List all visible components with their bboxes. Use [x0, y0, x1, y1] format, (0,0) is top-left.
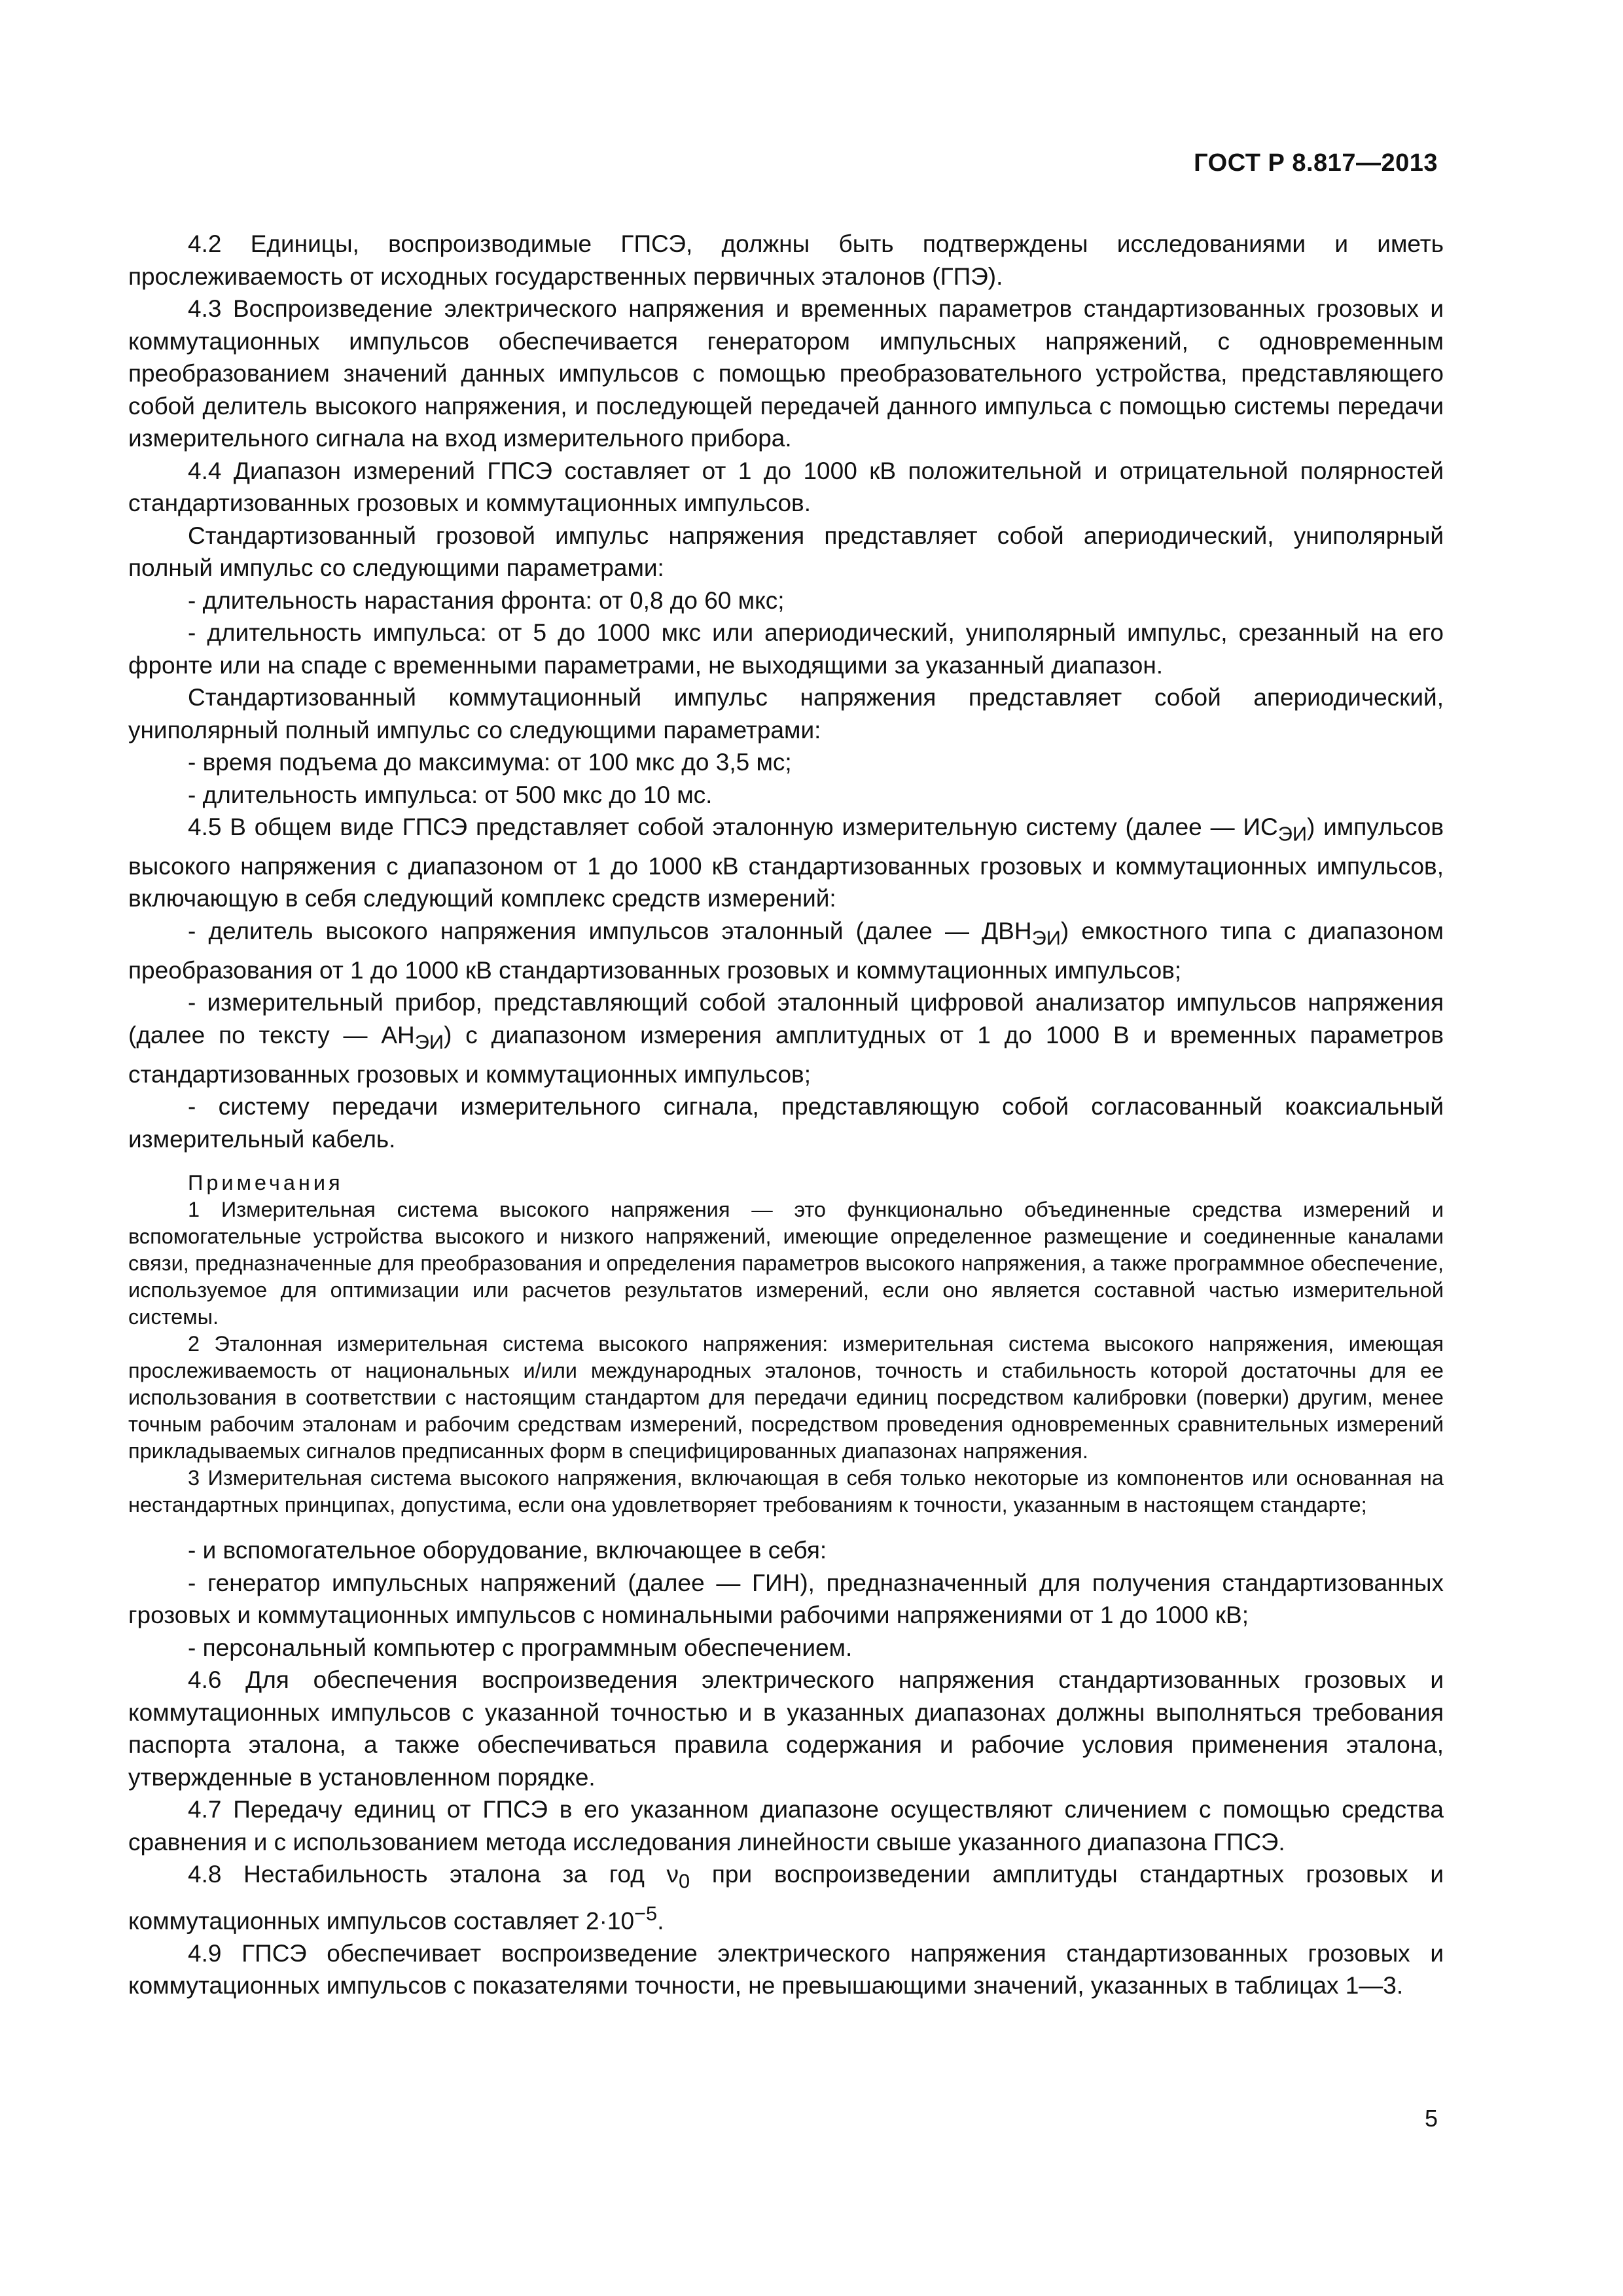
bullet-pulse-duration: - длительность импульса: от 500 мкс до 10 мс.: [188, 781, 713, 808]
bullet-rise-time: - время подъема до максимума: от 100 мкс до 3,5 мс;: [188, 749, 792, 776]
note-3: 3 Измерительная система высокого напряжения, включающая в себя только некоторые из компонентов или основанная на нестандартных принципах, допустима, если она удовлетворяет требованиям к точности, указанным в настоящем стандарте;: [128, 1466, 1444, 1517]
document-body: [128, 228, 1444, 2002]
bullet-divider-text-a: - делитель высокого напряжения импульсов эталонный (далее — ДВН: [188, 917, 1032, 944]
subscript-zero: 0: [679, 1869, 690, 1893]
note-1: 1 Измерительная система высокого напряжения — это функционально объединенные средства измерений и вспомогательные устройства высокого и низкого напряжений, имеющие определенное размещение и соединенные каналами связи, предназначенные для преобразования и определения параметров высокого напряжения, а также программное обеспечение, используемое для оптимизации или расчетов результатов измерений, если оно является составной частью измерительной системы.: [128, 1198, 1444, 1329]
bullet-analyzer: [128, 986, 1444, 1090]
notes-title: Примечания: [188, 1171, 344, 1195]
paragraph-4-8-text-a: 4.8 Нестабильность эталона за год: [188, 1861, 667, 1888]
bullet-generator: - генератор импульсных напряжений (далее — ГИН), предназначенный для получения стандартизованных грозовых и коммутационных импульсов с номинальными рабочими напряжениями от 1 до 1000 кВ;: [128, 1569, 1444, 1629]
bullet-analyzer-text-a: - измерительный прибор, представляющий собой эталонный цифровой анализатор импульсов напряжения (далее по тексту — АН: [128, 989, 1444, 1049]
instability-symbol: [666, 1861, 690, 1893]
paragraph-4-5-text-a: 4.5 В общем виде ГПСЭ представляет собой эталонную измерительную систему (далее — ИС: [188, 814, 1278, 840]
nu-symbol: ν: [666, 1861, 679, 1888]
superscript-exponent: −5: [634, 1902, 658, 1926]
notes-block: [128, 1170, 1444, 1518]
paragraph-4-7: 4.7 Передачу единиц от ГПСЭ в его указанном диапазоне осуществляют сличением с помощью средства сравнения и с использованием метода исследования линейности свыше указанного диапазона ГПСЭ.: [128, 1796, 1444, 1856]
bullet-divider: [128, 915, 1444, 986]
paragraph-4-5-text-b: ) импульсов высокого напряжения с диапазоном от 1 до 1000 кВ стандартизованных грозовых и коммутационных импульсов, включающую в себя следующий комплекс средств измерений:: [128, 814, 1444, 912]
paragraph-4-3: 4.3 Воспроизведение электрического напряжения и временных параметров стандартизованных грозовых и коммутационных импульсов обеспечивается генератором импульсных напряжений, с одновременным преобразованием значений данных импульсов с помощью преобразовательного устройства, представляющего собой делитель высокого напряжения, и последующей передачей данного импульса с помощью системы передачи измерительного сигнала на вход измерительного прибора.: [128, 295, 1444, 452]
paragraph-4-4: 4.4 Диапазон измерений ГПСЭ составляет от 1 до 1000 кВ положительной и отрицательной полярностей стандартизованных грозовых и коммутационных импульсов.: [128, 457, 1444, 516]
note-2: 2 Эталонная измерительная система высокого напряжения: измерительная система высокого напряжения, имеющая прослеживаемость от национальных и/или международных эталонов, точность и стабильность которой достаточны для ее использования в соответствии с настоящим стандартом для передачи единиц посредством калибровки (поверки) другим, менее точным рабочим эталонам и рабочим средствам измерений, посредством проведения одновременных сравнительных измерений прикладываемых сигналов предписанных форм в специфицированных диапазонах напряжения.: [128, 1332, 1444, 1463]
document-code: ГОСТ Р 8.817—2013: [1194, 149, 1438, 177]
paragraph-4-8: [128, 1858, 1444, 1937]
paragraph-switching-impulse: Стандартизованный коммутационный импульс напряжения представляет собой апериодический, униполярный полный импульс со следующими параметрами:: [128, 684, 1444, 744]
bullet-personal-computer: - персональный компьютер с программным обеспечением.: [188, 1634, 853, 1661]
paragraph-4-8-text-c: .: [657, 1907, 664, 1935]
paragraph-4-9: 4.9 ГПСЭ обеспечивает воспроизведение электрического напряжения стандартизованных грозовых и коммутационных импульсов с показателями точности, не превышающими значений, указанных в таблицах 1—3.: [128, 1939, 1444, 2000]
page-number: 5: [1424, 2105, 1438, 2132]
bullet-impulse-duration: - длительность импульса: от 5 до 1000 мкс или апериодический, униполярный импульс, срезанный на его фронте или на спаде с временными параметрами, не выходящими за указанный диапазон.: [128, 619, 1444, 679]
paragraph-4-6: 4.6 Для обеспечения воспроизведения электрического напряжения стандартизованных грозовых и коммутационных импульсов с указанной точностью и в указанных диапазонах должны выполняться требования паспорта эталона, а также обеспечиваться правила содержания и рабочие условия применения эталона, утвержденные в установленном порядке.: [128, 1666, 1444, 1791]
paragraph-4-5: [128, 811, 1444, 915]
subscript-ei: ЭИ: [1277, 822, 1308, 846]
bullet-analyzer-text-b: ) с диапазоном измерения амплитудных от 1 до 1000 В и временных параметров стандартизованных грозовых и коммутационных импульсов;: [128, 1021, 1444, 1088]
paragraph-4-2: 4.2 Единицы, воспроизводимые ГПСЭ, должны быть подтверждены исследованиями и иметь прослеживаемость от исходных государственных первичных эталонов (ГПЭ).: [128, 230, 1444, 290]
paragraph-lightning-impulse: Стандартизованный грозовой импульс напряжения представляет собой апериодический, униполярный полный импульс со следующими параметрами:: [128, 522, 1444, 581]
bullet-cable: - систему передачи измерительного сигнала, представляющую собой согласованный коаксиальный измерительный кабель.: [128, 1093, 1444, 1153]
subscript-ei: ЭИ: [414, 1030, 444, 1054]
bullet-auxiliary-equipment: - и вспомогательное оборудование, включающее в себя:: [188, 1537, 827, 1564]
paragraph-4-8-text-b: при воспроизведении амплитуды стандартных грозовых и коммутационных импульсов составляет 2·10: [128, 1861, 1444, 1935]
subscript-ei: ЭИ: [1031, 926, 1061, 950]
bullet-divider-text-b: ) емкостного типа с диапазоном преобразования от 1 до 1000 кВ стандартизованных грозовых и коммутационных импульсов;: [128, 917, 1444, 984]
bullet-front-duration: - длительность нарастания фронта: от 0,8 до 60 мкс;: [188, 586, 785, 614]
